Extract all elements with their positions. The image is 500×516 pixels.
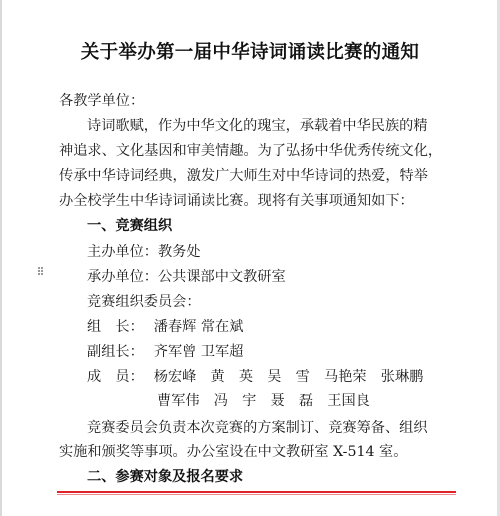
leader-label: 组 长： (87, 319, 144, 335)
intro-line-3: 传承中华诗词经典，激发广大师生对中华诗词的热爱，特举 (59, 168, 428, 184)
leader-row (87, 318, 243, 336)
members-row-2: 曹军伟 冯 宇 聂 磊 王国良 (157, 393, 370, 409)
page-left-edge (0, 0, 2, 516)
section-2-heading: 二、参赛对象及报名要求 (87, 469, 244, 485)
vice-leader-label: 副组长： (87, 344, 144, 360)
salutation: 各教学单位： (59, 93, 145, 109)
closing-line-2: 实施和颁奖等事项。办公室设在中文教研室 X-514 室。 (59, 444, 408, 460)
members-label: 成 员： (87, 369, 144, 385)
members-names-1: 杨宏峰 黄 英 吴 雪 马艳荣 张琳鹏 (153, 369, 424, 385)
members-row-1 (87, 368, 423, 386)
co-organizer-line: 承办单位：公共课部中文教研室 (87, 269, 286, 285)
committee-label: 竞赛组织委员会： (87, 294, 201, 310)
document-title: 关于举办第一届中华诗词诵读比赛的通知 (80, 42, 420, 63)
section-1-heading: 一、竞赛组织 (87, 218, 173, 234)
intro-line-2: 神追求、文化基因和审美情趣。为了弘扬中华优秀传统文化， (59, 143, 443, 159)
red-underline (57, 491, 456, 493)
vice-leader-names: 齐军曾 卫军超 (153, 344, 244, 360)
red-underline-shadow (57, 494, 456, 495)
closing-line-1: 竞赛委员会负责本次竞赛的方案制订、竞赛筹备、组织 (87, 420, 428, 436)
intro-line-4: 办全校学生中华诗词诵读比赛。现将有关事项通知如下： (59, 193, 414, 209)
drag-handle-icon[interactable] (38, 267, 43, 276)
organizer-line: 主办单位：教务处 (87, 244, 201, 260)
vice-leader-row (87, 343, 243, 361)
intro-line-1: 诗词歌赋，作为中华文化的瑰宝，承载着中华民族的精 (87, 118, 428, 134)
leader-names: 潘春辉 常在斌 (153, 319, 244, 335)
